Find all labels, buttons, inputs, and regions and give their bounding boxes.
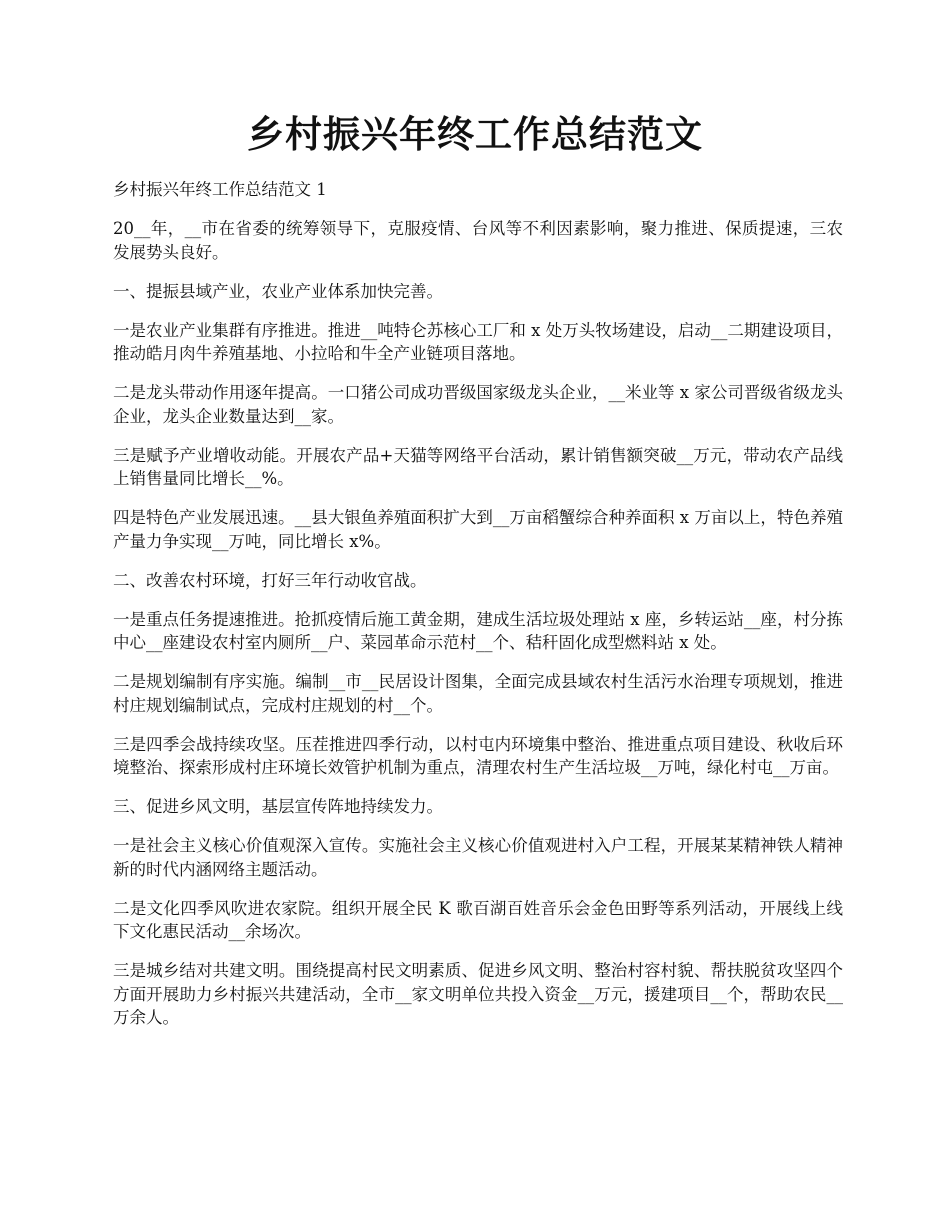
- paragraph: 一是重点任务提速推进。抢抓疫情后施工黄金期，建成生活垃圾处理站 x 座，乡转运站__座，村分拣中心__座建设农村室内厕所__户、菜园革命示范村__个、秸秆固化成型燃料站 x 处。: [113, 609, 843, 652]
- document-body: [113, 178, 843, 1045]
- paragraph: 二是文化四季风吹进农家院。组织开展全民 K 歌百湖百姓音乐会金色田野等系列活动，开展线上线下文化惠民活动__余场次。: [113, 898, 843, 941]
- section-heading-3: 三、促进乡风文明，基层宣传阵地持续发力。: [113, 797, 443, 816]
- paragraph: 二是规划编制有序实施。编制__市__民居设计图集，全面完成县域农村生活污水治理专项规划，推进村庄规划编制试点，完成村庄规划的村__个。: [113, 672, 843, 715]
- section-heading-2: 二、改善农村环境，打好三年行动收官战。: [113, 570, 427, 590]
- paragraph: 二是龙头带动作用逐年提高。一口猪公司成功晋级国家级龙头企业，__米业等 x 家公司晋级省级龙头企业，龙头企业数量达到__家。: [113, 383, 843, 426]
- paragraph-intro: 20__年，__市在省委的统筹领导下，克服疫情、台风等不利因素影响，聚力推进、保质提速，三农发展势头良好。: [113, 219, 843, 262]
- paragraph: 三是城乡结对共建文明。围绕提高村民文明素质、促进乡风文明、整治村容村貌、帮扶脱贫攻坚四个方面开展助力乡村振兴共建活动，全市__家文明单位共投入资金__万元，援建项目__个，帮助农民__万余人。: [113, 961, 843, 1027]
- paragraph: 一是农业产业集群有序推进。推进__吨特仑苏核心工厂和 x 处万头牧场建设，启动__二期建设项目，推动皓月肉牛养殖基地、小拉哈和牛全产业链项目落地。: [113, 320, 843, 363]
- document-title: 乡村振兴年终工作总结范文: [247, 112, 703, 156]
- section-heading-1: 一、提振县域产业，农业产业体系加快完善。: [113, 281, 443, 301]
- paragraph: 四是特色产业发展迅速。__县大银鱼养殖面积扩大到__万亩稻蟹综合种养面积 x 万亩以上，特色养殖产量力争实现__万吨，同比增长 x%。: [113, 508, 843, 551]
- paragraph: 一是社会主义核心价值观深入宣传。实施社会主义核心价值观进村入户工程，开展某某精神铁人精神新的时代内涵网络主题活动。: [113, 836, 843, 879]
- paragraph: 三是四季会战持续攻坚。压茬推进四季行动，以村屯内环境集中整治、推进重点项目建设、秋收后环境整治、探索形成村庄环境长效管护机制为重点，清理农村生产生活垃圾__万吨，绿化村屯__万亩。: [113, 734, 843, 777]
- paragraph-subtitle: 乡村振兴年终工作总结范文 1: [113, 180, 327, 199]
- paragraph: 三是赋予产业增收动能。开展农产品+天猫等网络平台活动，累计销售额突破__万元，带动农产品线上销售量同比增长__%。: [113, 445, 843, 488]
